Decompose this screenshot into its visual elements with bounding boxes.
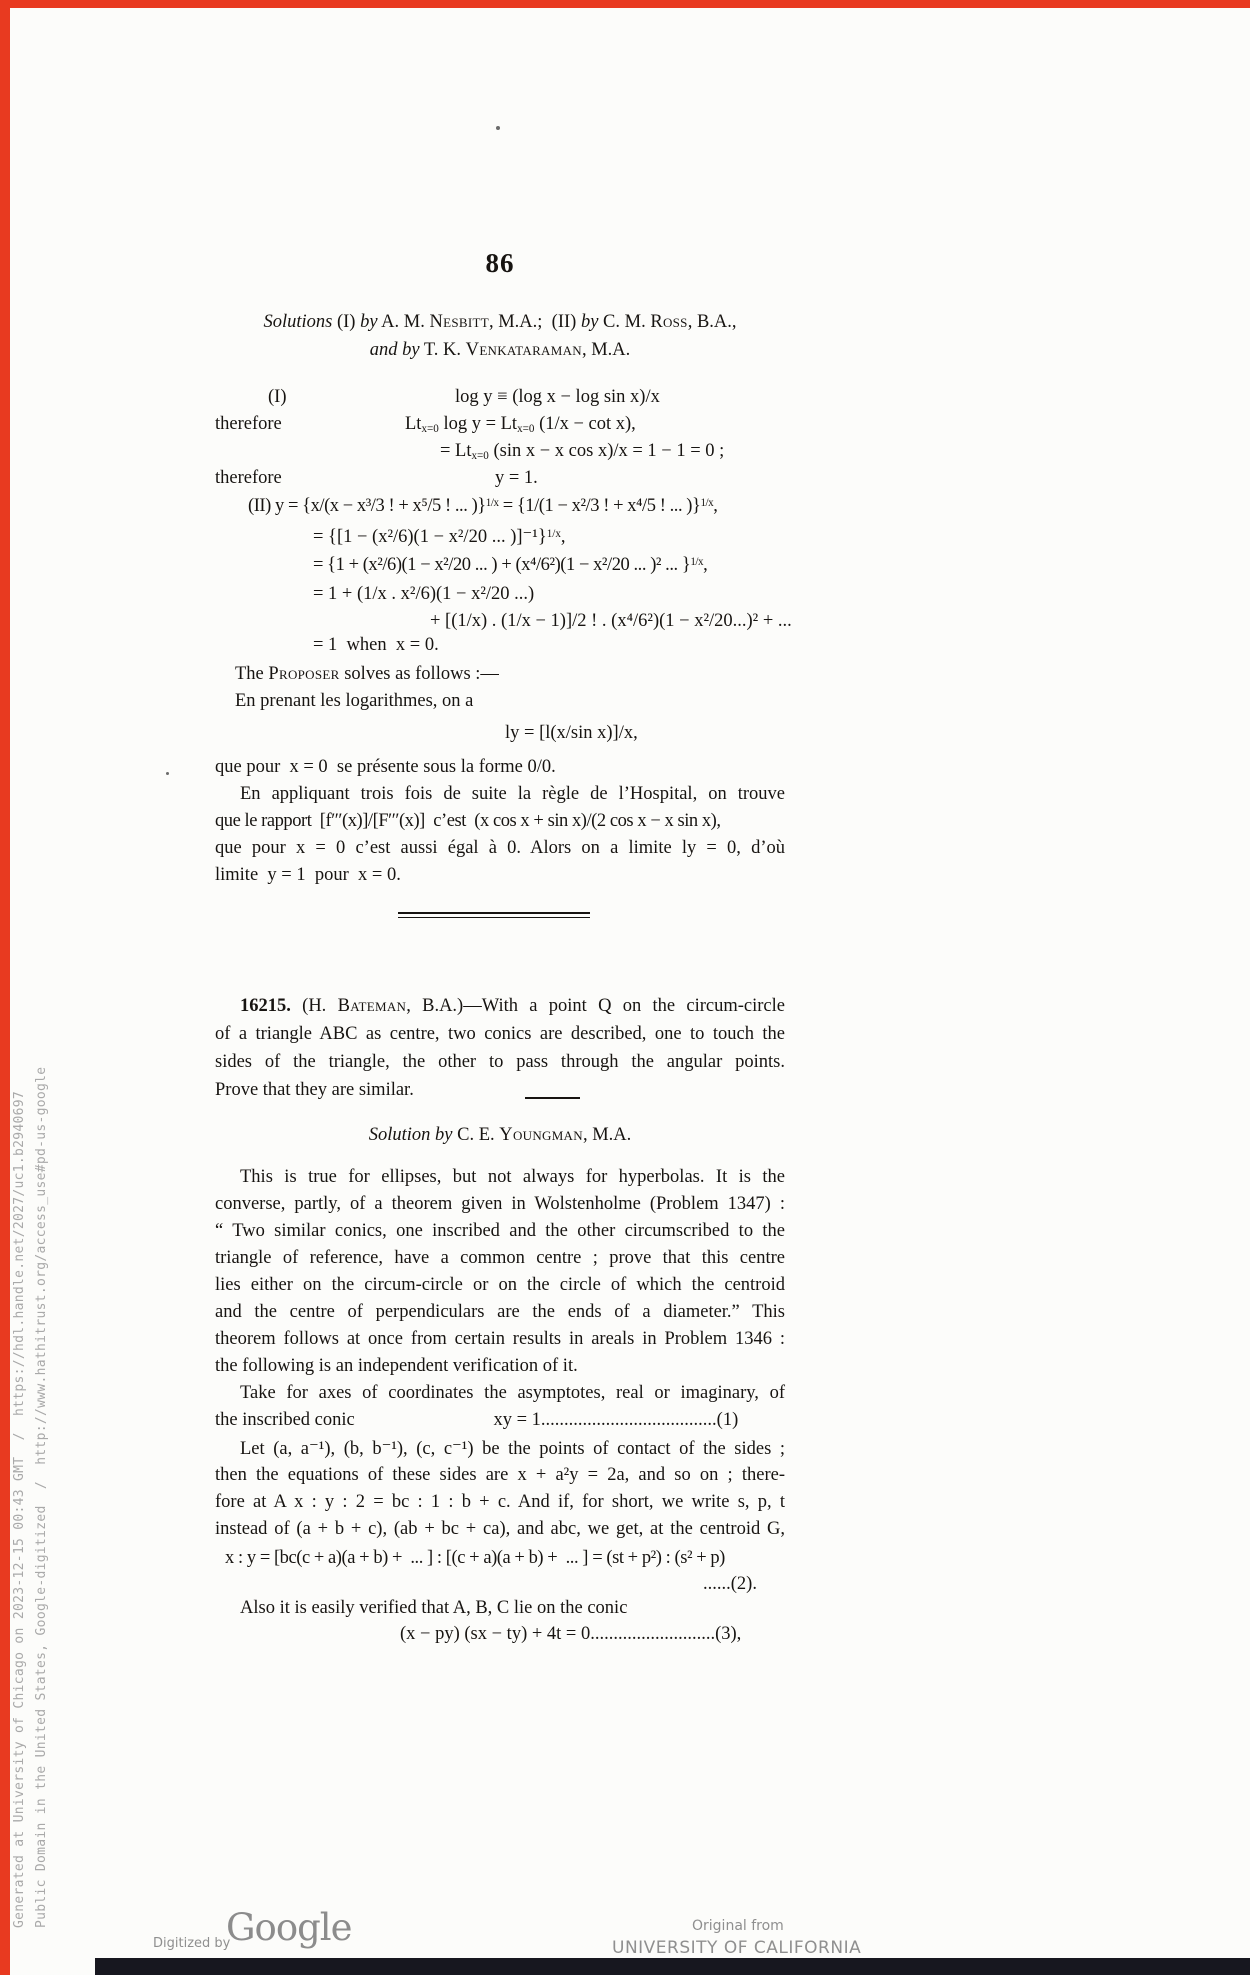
equation: (II) y = {x/(x − x³/3 ! + x⁵/5 ! ... )}$^{1/x}$ = {1/(1 − x²/3 ! + x⁴/5 ! ... )}$^{1/x}$, — [248, 496, 718, 516]
solution-text-line: lies either on the circum-circle or on the circle of which the centroid — [215, 1275, 785, 1295]
equation-numbered-1: the inscribed conic xy = 1......................................(1) — [215, 1410, 739, 1430]
scan-edge-left — [0, 0, 10, 1975]
solution-text-line: theorem follows at once from certain results in areals in Problem 1346 : — [215, 1329, 785, 1349]
solution-text-line: fore at A x : y : 2 = bc : 1 : b + c. And if, for short, we write s, p, t — [215, 1492, 785, 1512]
equation-numbered-2: x : y = [bc(c + a)(a + b) + ... ] : [(c + a)(a + b) + ... ] = (st + p²) : (s² + p) — [225, 1548, 725, 1568]
therefore-label: therefore — [215, 468, 282, 488]
google-logo: Google — [226, 1906, 352, 1949]
solution-text-line: This is true for ellipses, but not always for hyperbolas. It is the — [240, 1167, 785, 1187]
solutions-byline-2: and by T. K. Venkataraman, M.A. — [369, 340, 631, 360]
solution-text-line: triangle of reference, have a common centre ; prove that this centre — [215, 1248, 785, 1268]
scan-bottom-bar — [95, 1958, 1250, 1975]
problem-end-rule — [525, 1097, 580, 1099]
proposer-text: limite y = 1 pour x = 0. — [215, 865, 401, 885]
digitized-by-label: Digitized by — [153, 1936, 231, 1951]
solution-text-line: instead of (a + b + c), (ab + bc + ca), and abc, we get, at the centroid G, — [215, 1519, 785, 1539]
hathitrust-provenance-note: Generated at University of Chicago on 2023-12-15 00:43 GMT / https://hdl.handle.net/2027/uc1.b2940697 — [12, 1090, 27, 1928]
problem-section — [215, 0, 785, 1975]
original-from-label: Original from — [692, 1918, 784, 1934]
solution-text-line: then the equations of these sides are x + a²y = 2a, and so on ; there- — [215, 1465, 785, 1485]
hathitrust-rights-note: Public Domain in the United States, Google-digitized / http://www.hathitrust.org/access_use#pd-us-google — [34, 1066, 49, 1928]
equation: y = 1. — [495, 468, 538, 488]
source-library-label: UNIVERSITY OF CALIFORNIA — [612, 1938, 862, 1958]
solutions-byline-1: Solutions (I) by A. M. Nesbitt, M.A.; (II) by C. M. Ross, B.A., — [263, 312, 737, 332]
solution-text-line: Also it is easily verified that A, B, C lie on the conic — [240, 1598, 628, 1618]
equation: = $Lt_{x=0}$ (sin x − x cos x)/x = 1 − 1 = 0 ; — [440, 441, 725, 462]
proposer-text: En prenant les logarithmes, on a — [235, 691, 474, 711]
equation: = 1 + (1/x . x²/6)(1 − x²/20 ...) — [313, 584, 535, 604]
solution-text-line: Let (a, a⁻¹), (b, b⁻¹), (c, c⁻¹) be the points of contact of the sides ; — [240, 1439, 785, 1459]
proposer-text: que pour x = 0 c’est aussi égal à 0. Alors on a limite ly = 0, d’où — [215, 838, 785, 858]
equation: $Lt_{x=0}$ $\log y = Lt_{x=0}$ (1/x − cot x), — [405, 414, 636, 435]
case-label: (I) — [268, 387, 287, 407]
therefore-label: therefore — [215, 414, 282, 434]
equation-number-label: ......(2). — [703, 1574, 757, 1594]
solution-text-line: the following is an independent verification of it. — [215, 1356, 578, 1376]
proposer-text: que le rapport [f′′′(x)]/[F′′′(x)] c’est (x cos x + sin x)/(2 cos x − x sin x), — [215, 811, 721, 831]
solution-text-line: and the centre of perpendiculars are the ends of a diameter.” This — [215, 1302, 785, 1322]
solution-text-line: Take for axes of coordinates the asymptotes, real or imaginary, of — [240, 1383, 785, 1403]
equation: = 1 when x = 0. — [313, 635, 439, 655]
scan-speck — [166, 772, 169, 775]
problem-statement-line: Prove that they are similar. — [215, 1080, 414, 1100]
solution-byline: Solution by C. E. Youngman, M.A. — [368, 1125, 632, 1145]
solution-text-line: “ Two similar conics, one inscribed and the other circumscribed to the — [215, 1221, 785, 1241]
proposer-intro: The Proposer solves as follows :— — [235, 664, 499, 684]
problem-statement-line: sides of the triangle, the other to pass through the angular points. — [215, 1052, 785, 1072]
equation: log y ≡ (log x − log sin x)/x — [455, 387, 660, 407]
solution-text-line: converse, partly, of a theorem given in Wolstenholme (Problem 1347) : — [215, 1194, 785, 1214]
problem-statement-line: of a triangle ABC as centre, two conics are described, one to touch the — [215, 1024, 785, 1044]
equation-numbered-3: (x − py) (sx − ty) + 4t = 0...........................(3), — [400, 1624, 742, 1644]
proposer-text: que pour x = 0 se présente sous la forme 0/0. — [215, 757, 556, 777]
equation: ly = [l(x/sin x)]/x, — [505, 723, 638, 743]
page-number: 86 — [485, 248, 515, 278]
equation: = {[1 − (x²/6)(1 − x²/20 ... )]⁻¹}$^{1/x}$, — [313, 527, 566, 547]
proposer-text: En appliquant trois fois de suite la règle de l’Hospital, on trouve — [240, 784, 785, 804]
equation: = {1 + (x²/6)(1 − x²/20 ... ) + (x⁴/6²)(1 − x²/20 ... )² ... }$^{1/x}$, — [313, 555, 708, 575]
problem-statement-line: 16215. (H. Bateman, B.A.)—With a point Q on the circum-circle — [240, 996, 785, 1016]
equation: + [(1/x) . (1/x − 1)]/2 ! . (x⁴/6²)(1 − x²/20...)² + ... — [430, 611, 792, 631]
